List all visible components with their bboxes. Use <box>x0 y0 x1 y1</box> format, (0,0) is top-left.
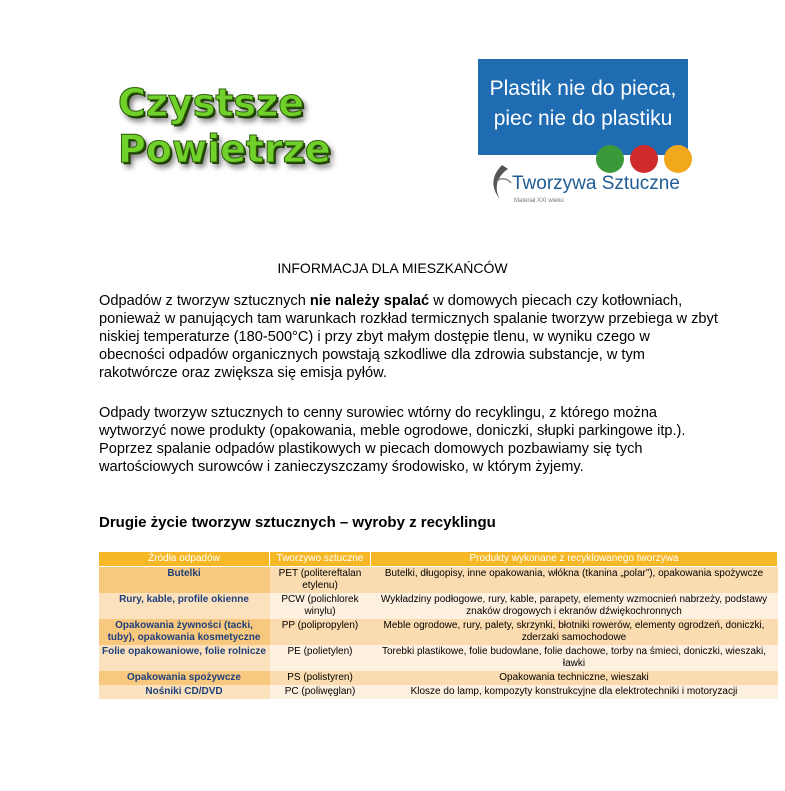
header-sources: Źródła odpadów <box>99 552 270 567</box>
badge-tagline: Materiał XXI wieku <box>514 198 564 204</box>
material-cell: PP (polipropylen) <box>270 619 371 645</box>
paragraph-2: Odpady tworzyw sztucznych to cenny surowiec wtórny do recyklingu, z którego można wytworzyć nowe produkty (opakowania, meble ogrodowe, doniczki, słupki parkingowe itp.). Poprzez spalanie odpadów plastikowych w piecach domowych pozbawiamy się tych wartościowych surowców i zanieczyszczamy środowisko, w którym żyjemy. <box>99 405 686 475</box>
products-cell: Wykładziny podłogowe, rury, kable, parapety, elementy wzmocnień nabrzeży, podstawy znaków drogowych i ekranów dźwiękochronnych <box>371 593 778 619</box>
table-row <box>99 671 778 685</box>
orange-dot-icon <box>664 145 692 173</box>
logo-line-2: Powietrze <box>118 127 331 171</box>
czystsze-powietrze-logo <box>118 80 378 172</box>
material-cell: PS (polistyren) <box>270 671 371 685</box>
products-cell: Meble ogrodowe, rury, palety, skrzynki, błotniki rowerów, elementy ogrodzeń, doniczki, zderzaki samochodowe <box>371 619 778 645</box>
swoosh-icon <box>488 163 512 201</box>
source-cell: Rury, kable, profile okienne <box>99 593 270 619</box>
paragraph-1 <box>99 292 719 382</box>
badge-slogan-line-1: Plastik nie do pieca, <box>489 77 677 100</box>
logo-line-1: Czystsze <box>118 81 305 125</box>
table-row <box>99 567 778 594</box>
green-dot-icon <box>596 145 624 173</box>
source-cell: Opakowania żywności (tacki, tuby), opakowania kosmetyczne <box>99 619 270 645</box>
products-cell: Opakowania techniczne, wieszaki <box>371 671 778 685</box>
source-cell: Opakowania spożywcze <box>99 671 270 685</box>
products-cell: Torebki plastikowe, folie budowlane, folie dachowe, torby na śmieci, doniczki, wieszaki, ławki <box>371 645 778 671</box>
recycling-table <box>98 551 778 699</box>
campaign-badge <box>478 59 688 213</box>
products-cell: Klosze do lamp, kompozyty konstrukcyjne dla elektrotechniki i motoryzacji <box>371 685 778 699</box>
paragraph-1-start: Odpadów z tworzyw sztucznych <box>99 293 310 309</box>
badge-slogan-line-2: piec nie do plastiku <box>493 107 673 130</box>
page-heading: INFORMACJA DLA MIESZKAŃCÓW <box>277 260 508 276</box>
material-cell: PET (politereftalan etylenu) <box>270 567 371 594</box>
badge-brand-name: Tworzywa Sztuczne <box>512 173 680 194</box>
red-dot-icon <box>630 145 658 173</box>
header-products: Produkty wykonane z recyklowanego tworzywa <box>371 552 778 567</box>
header-material: Tworzywo sztuczne <box>270 552 371 567</box>
badge-blue-panel <box>478 59 688 155</box>
source-cell: Folie opakowaniowe, folie rolnicze <box>99 645 270 671</box>
source-cell: Butelki <box>99 567 270 594</box>
table-row <box>99 619 778 645</box>
paragraph-1-emphasis: nie należy spalać <box>309 293 430 309</box>
products-cell: Butelki, długopisy, inne opakowania, włókna (tkanina „polar”), opakowania spożywcze <box>371 567 778 594</box>
material-cell: PCW (polichlorek winylu) <box>270 593 371 619</box>
table-row <box>99 685 778 699</box>
paragraph-1-end: w domowych piecach czy kotłowniach, ponieważ w panujących tam warunkach rozkład termicznych spalanie tworzyw przebiega w zbyt niskiej temperaturze (180-500°C) i przy zbyt małym dostępie tlenu, w wyniku czego w obecności odpadów organicznych powstają szkodliwe dla zdrowia substancje, w tym rakotwórcze oraz zwiększa się emisja pyłów. <box>99 293 718 381</box>
material-cell: PC (poliwęglan) <box>270 685 371 699</box>
table-row <box>99 593 778 619</box>
material-cell: PE (polietylen) <box>270 645 371 671</box>
table-header-row <box>99 552 778 567</box>
table-row <box>99 645 778 671</box>
recycling-subheading: Drugie życie tworzyw sztucznych – wyroby z recyklingu <box>99 514 496 531</box>
source-cell: Nośniki CD/DVD <box>99 685 270 699</box>
